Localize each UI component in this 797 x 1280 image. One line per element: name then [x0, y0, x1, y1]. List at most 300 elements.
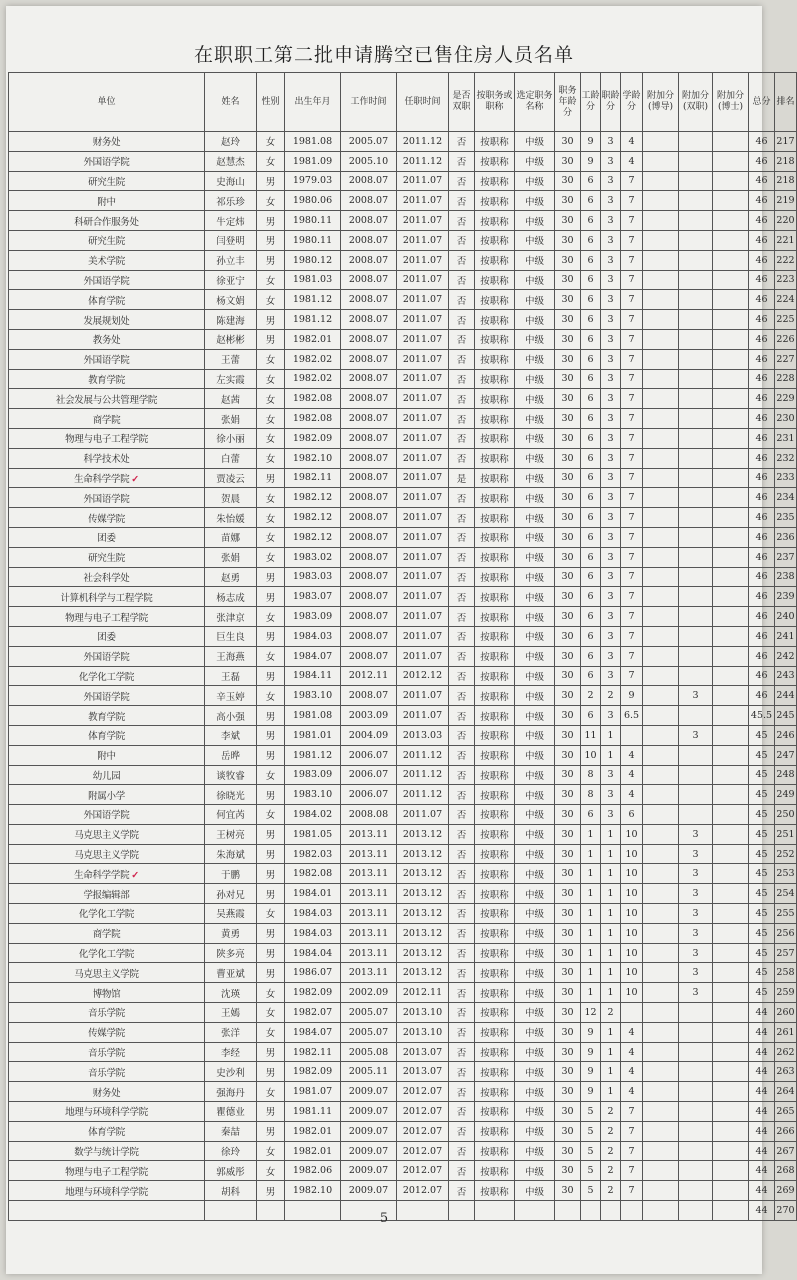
table-cell — [643, 1141, 679, 1161]
unit-label: 教务处 — [92, 335, 121, 347]
column-header: 职龄分 — [601, 73, 621, 132]
unit-label: 学报编辑部 — [83, 889, 130, 901]
table-row — [9, 389, 797, 409]
table-cell: 30 — [555, 983, 581, 1003]
table-cell — [679, 310, 713, 330]
unit-cell — [9, 1022, 205, 1042]
table-cell: 7 — [621, 310, 643, 330]
table-cell: 中级 — [515, 1102, 555, 1122]
name-cell: 张洋 — [205, 1022, 257, 1042]
table-row — [9, 290, 797, 310]
name-cell: 赵慧杰 — [205, 151, 257, 171]
table-cell: 2013.10 — [397, 1003, 449, 1023]
table-cell: 1984.07 — [285, 1022, 341, 1042]
table-cell: 中级 — [515, 151, 555, 171]
table-cell: 1981.05 — [285, 824, 341, 844]
table-cell — [713, 428, 749, 448]
table-cell: 1982.02 — [285, 369, 341, 389]
table-cell: 7 — [621, 230, 643, 250]
table-cell: 中级 — [515, 686, 555, 706]
table-cell: 按职称 — [475, 706, 515, 726]
table-cell — [679, 706, 713, 726]
table-cell: 259 — [775, 983, 797, 1003]
table-cell: 6 — [581, 250, 601, 270]
column-header: 学龄分 — [621, 73, 643, 132]
table-cell — [713, 250, 749, 270]
table-row — [9, 151, 797, 171]
table-cell: 4 — [621, 1062, 643, 1082]
table-row — [9, 864, 797, 884]
table-cell: 234 — [775, 488, 797, 508]
unit-label: 发展规划处 — [83, 315, 130, 327]
table-cell: 10 — [621, 983, 643, 1003]
table-cell: 中级 — [515, 448, 555, 468]
table-cell: 267 — [775, 1141, 797, 1161]
table-cell: 2003.09 — [341, 706, 397, 726]
table-cell: 女 — [257, 349, 285, 369]
table-cell — [713, 1161, 749, 1181]
unit-cell — [9, 448, 205, 468]
table-cell: 按职称 — [475, 389, 515, 409]
name-cell: 瞿德业 — [205, 1102, 257, 1122]
table-cell: 否 — [449, 923, 475, 943]
table-cell: 按职称 — [475, 310, 515, 330]
table-cell: 中级 — [515, 389, 555, 409]
table-cell — [713, 686, 749, 706]
table-cell: 46 — [749, 686, 775, 706]
table-cell: 女 — [257, 132, 285, 152]
table-cell: 女 — [257, 527, 285, 547]
table-cell: 1980.11 — [285, 211, 341, 231]
table-cell: 3 — [601, 151, 621, 171]
name-cell: 赵玲 — [205, 132, 257, 152]
table-cell — [713, 943, 749, 963]
unit-cell — [9, 349, 205, 369]
table-cell: 7 — [621, 646, 643, 666]
unit-label: 研究生院 — [88, 553, 125, 565]
table-cell: 30 — [555, 389, 581, 409]
unit-label: 物理与电子工程学院 — [65, 612, 148, 624]
table-cell: 30 — [555, 250, 581, 270]
table-cell: 1984.01 — [285, 884, 341, 904]
table-cell — [643, 488, 679, 508]
table-cell: 262 — [775, 1042, 797, 1062]
table-cell: 2 — [581, 686, 601, 706]
table-cell: 3 — [679, 983, 713, 1003]
table-cell: 7 — [621, 666, 643, 686]
table-cell: 男 — [257, 1102, 285, 1122]
table-cell: 268 — [775, 1161, 797, 1181]
table-cell: 6 — [581, 666, 601, 686]
table-cell — [713, 963, 749, 983]
unit-label: 生命科学学院 — [74, 473, 130, 485]
name-cell: 沈瑛 — [205, 983, 257, 1003]
unit-label: 化学化工学院 — [78, 949, 135, 961]
table-cell: 女 — [257, 1082, 285, 1102]
table-cell: 30 — [555, 963, 581, 983]
table-cell — [643, 646, 679, 666]
table-cell: 6 — [581, 211, 601, 231]
table-cell: 2008.07 — [341, 587, 397, 607]
unit-cell — [9, 904, 205, 924]
table-cell: 按职称 — [475, 1082, 515, 1102]
table-row — [9, 428, 797, 448]
table-cell — [713, 310, 749, 330]
table-row — [9, 488, 797, 508]
table-cell: 1 — [601, 904, 621, 924]
table-cell: 1 — [581, 943, 601, 963]
table-cell — [679, 567, 713, 587]
table-cell — [713, 785, 749, 805]
table-cell — [713, 587, 749, 607]
unit-label: 附中 — [97, 196, 116, 208]
table-cell: 246 — [775, 725, 797, 745]
table-cell: 217 — [775, 132, 797, 152]
table-cell: 9 — [581, 1022, 601, 1042]
table-cell: 30 — [555, 805, 581, 825]
table-cell — [713, 329, 749, 349]
table-cell: 1 — [601, 824, 621, 844]
table-cell — [679, 409, 713, 429]
table-cell: 2 — [601, 686, 621, 706]
table-cell: 1 — [601, 963, 621, 983]
table-cell: 1983.02 — [285, 547, 341, 567]
table-cell: 46 — [749, 448, 775, 468]
table-cell: 30 — [555, 1141, 581, 1161]
table-cell: 5 — [581, 1141, 601, 1161]
unit-cell — [9, 270, 205, 290]
table-cell: 女 — [257, 191, 285, 211]
table-cell: 按职称 — [475, 369, 515, 389]
table-cell — [621, 1003, 643, 1023]
name-cell: 左实霞 — [205, 369, 257, 389]
table-cell — [713, 151, 749, 171]
table-cell: 2012.07 — [397, 1161, 449, 1181]
table-cell: 2008.07 — [341, 567, 397, 587]
table-cell: 否 — [449, 884, 475, 904]
table-cell: 7 — [621, 329, 643, 349]
housing-roster-table — [8, 72, 797, 1221]
name-cell: 何宜芮 — [205, 805, 257, 825]
table-cell: 30 — [555, 428, 581, 448]
table-cell — [643, 230, 679, 250]
table-cell — [713, 1042, 749, 1062]
table-cell: 6 — [581, 706, 601, 726]
table-cell: 44 — [749, 1042, 775, 1062]
table-cell: 30 — [555, 1003, 581, 1023]
table-cell: 2011.12 — [397, 745, 449, 765]
table-cell: 2008.07 — [341, 646, 397, 666]
table-cell: 按职称 — [475, 745, 515, 765]
table-cell: 否 — [449, 1022, 475, 1042]
table-cell: 46 — [749, 349, 775, 369]
table-header-row — [9, 73, 797, 132]
table-cell: 1 — [581, 983, 601, 1003]
table-cell: 1980.12 — [285, 250, 341, 270]
table-cell: 按职称 — [475, 1181, 515, 1201]
table-cell: 6 — [581, 547, 601, 567]
table-cell: 2008.07 — [341, 270, 397, 290]
table-cell: 中级 — [515, 884, 555, 904]
table-cell — [643, 448, 679, 468]
table-cell — [713, 805, 749, 825]
table-cell — [679, 765, 713, 785]
table-cell: 2012.12 — [397, 666, 449, 686]
table-cell: 3 — [601, 646, 621, 666]
table-cell — [679, 607, 713, 627]
table-cell: 中级 — [515, 666, 555, 686]
unit-cell — [9, 626, 205, 646]
table-cell: 30 — [555, 448, 581, 468]
table-cell: 2008.07 — [341, 171, 397, 191]
unit-cell — [9, 666, 205, 686]
unit-label: 美术学院 — [88, 256, 125, 268]
table-row — [9, 884, 797, 904]
table-cell — [679, 211, 713, 231]
table-cell: 1981.12 — [285, 745, 341, 765]
table-cell: 228 — [775, 369, 797, 389]
table-cell: 235 — [775, 508, 797, 528]
table-cell: 30 — [555, 468, 581, 488]
table-cell: 按职称 — [475, 1161, 515, 1181]
table-cell: 1982.08 — [285, 864, 341, 884]
table-cell: 2008.07 — [341, 488, 397, 508]
table-cell: 4 — [621, 785, 643, 805]
table-cell: 男 — [257, 706, 285, 726]
unit-cell — [9, 1042, 205, 1062]
table-cell: 3 — [679, 725, 713, 745]
table-cell: 9 — [581, 1082, 601, 1102]
table-cell: 238 — [775, 567, 797, 587]
table-cell: 7 — [621, 1141, 643, 1161]
table-cell: 3 — [601, 409, 621, 429]
table-cell: 2011.07 — [397, 448, 449, 468]
unit-label: 马克思主义学院 — [74, 968, 139, 980]
table-cell: 2005.10 — [341, 151, 397, 171]
table-cell: 2013.12 — [397, 884, 449, 904]
table-cell: 4 — [621, 1042, 643, 1062]
table-cell: 1984.04 — [285, 943, 341, 963]
unit-cell — [9, 508, 205, 528]
unit-label: 商学院 — [92, 929, 121, 941]
table-cell: 2005.07 — [341, 132, 397, 152]
table-cell: 中级 — [515, 983, 555, 1003]
table-cell: 否 — [449, 567, 475, 587]
table-row — [9, 666, 797, 686]
column-header: 附加分(双职) — [679, 73, 713, 132]
table-cell: 2013.12 — [397, 844, 449, 864]
unit-label: 幼儿园 — [92, 770, 121, 782]
table-cell: 30 — [555, 409, 581, 429]
table-cell — [713, 666, 749, 686]
table-cell: 1982.03 — [285, 844, 341, 864]
table-cell: 2008.07 — [341, 626, 397, 646]
table-cell: 2008.07 — [341, 389, 397, 409]
table-cell: 2011.07 — [397, 646, 449, 666]
table-cell — [713, 132, 749, 152]
table-row — [9, 230, 797, 250]
table-cell: 10 — [621, 904, 643, 924]
table-cell — [713, 290, 749, 310]
table-cell: 3 — [601, 527, 621, 547]
table-cell — [713, 983, 749, 1003]
table-cell — [643, 844, 679, 864]
table-cell: 264 — [775, 1082, 797, 1102]
table-cell: 10 — [621, 884, 643, 904]
table-cell: 中级 — [515, 171, 555, 191]
table-cell: 230 — [775, 409, 797, 429]
table-cell: 261 — [775, 1022, 797, 1042]
table-cell: 30 — [555, 1042, 581, 1062]
name-cell: 牛定炜 — [205, 211, 257, 231]
table-cell: 1 — [601, 1022, 621, 1042]
table-cell — [643, 567, 679, 587]
table-cell: 237 — [775, 547, 797, 567]
table-cell: 男 — [257, 923, 285, 943]
unit-cell — [9, 1141, 205, 1161]
unit-label: 体育学院 — [88, 731, 125, 743]
table-cell — [679, 389, 713, 409]
table-cell: 6.5 — [621, 706, 643, 726]
table-cell: 男 — [257, 943, 285, 963]
table-cell: 1981.08 — [285, 706, 341, 726]
table-cell: 中级 — [515, 943, 555, 963]
table-cell: 2013.07 — [397, 1062, 449, 1082]
table-cell: 2011.07 — [397, 290, 449, 310]
name-cell: 高小强 — [205, 706, 257, 726]
table-cell: 5 — [581, 1102, 601, 1122]
page-number: 5 — [379, 1211, 389, 1226]
table-cell: 否 — [449, 409, 475, 429]
table-cell: 中级 — [515, 1042, 555, 1062]
table-cell: 30 — [555, 567, 581, 587]
table-cell: 45 — [749, 785, 775, 805]
table-cell: 中级 — [515, 824, 555, 844]
unit-label: 外国语学院 — [83, 810, 130, 822]
table-cell: 2008.07 — [341, 250, 397, 270]
table-cell — [713, 191, 749, 211]
table-cell: 按职称 — [475, 468, 515, 488]
table-cell — [643, 349, 679, 369]
table-cell: 7 — [621, 626, 643, 646]
table-row — [9, 745, 797, 765]
table-cell: 3 — [601, 270, 621, 290]
table-cell — [713, 844, 749, 864]
table-cell: 3 — [601, 706, 621, 726]
table-cell — [643, 824, 679, 844]
table-cell: 按职称 — [475, 844, 515, 864]
table-cell: 247 — [775, 745, 797, 765]
table-cell — [643, 1022, 679, 1042]
table-cell — [679, 1141, 713, 1161]
table-cell — [679, 785, 713, 805]
table-cell: 7 — [621, 290, 643, 310]
table-cell: 30 — [555, 745, 581, 765]
unit-label: 教育学院 — [88, 711, 125, 723]
table-cell: 232 — [775, 448, 797, 468]
name-cell: 徐晓光 — [205, 785, 257, 805]
table-cell: 按职称 — [475, 1042, 515, 1062]
table-cell: 3 — [601, 211, 621, 231]
name-cell: 朱海斌 — [205, 844, 257, 864]
table-cell — [679, 646, 713, 666]
table-cell: 否 — [449, 369, 475, 389]
table-cell: 2012.07 — [397, 1141, 449, 1161]
table-cell: 3 — [679, 943, 713, 963]
unit-cell — [9, 1102, 205, 1122]
table-cell: 否 — [449, 983, 475, 1003]
name-cell: 曹亚斌 — [205, 963, 257, 983]
unit-cell — [9, 706, 205, 726]
table-cell: 2009.07 — [341, 1121, 397, 1141]
table-cell — [679, 448, 713, 468]
table-cell: 男 — [257, 329, 285, 349]
table-cell: 7 — [621, 468, 643, 488]
unit-cell — [9, 171, 205, 191]
table-cell: 6 — [581, 508, 601, 528]
unit-cell — [9, 587, 205, 607]
name-cell: 徐玲 — [205, 1141, 257, 1161]
table-cell: 3 — [601, 428, 621, 448]
table-cell: 46 — [749, 468, 775, 488]
table-cell: 2008.07 — [341, 191, 397, 211]
table-cell: 9 — [581, 1042, 601, 1062]
name-cell: 王蕾 — [205, 349, 257, 369]
table-cell: 3 — [601, 132, 621, 152]
table-cell: 按职称 — [475, 132, 515, 152]
table-cell: 45.5 — [749, 706, 775, 726]
table-cell: 4 — [621, 132, 643, 152]
table-cell: 6 — [581, 805, 601, 825]
table-cell: 2009.07 — [341, 1082, 397, 1102]
table-cell: 男 — [257, 230, 285, 250]
table-cell — [679, 1102, 713, 1122]
table-cell: 6 — [581, 389, 601, 409]
table-cell: 3 — [601, 567, 621, 587]
table-row — [9, 1121, 797, 1141]
table-cell: 7 — [621, 211, 643, 231]
table-cell: 2011.07 — [397, 369, 449, 389]
table-cell: 2013.12 — [397, 864, 449, 884]
table-cell: 1 — [581, 904, 601, 924]
table-cell: 236 — [775, 527, 797, 547]
table-cell: 4 — [621, 151, 643, 171]
unit-cell — [9, 765, 205, 785]
table-cell — [713, 745, 749, 765]
table-cell: 2006.07 — [341, 745, 397, 765]
table-cell: 222 — [775, 250, 797, 270]
table-cell — [713, 230, 749, 250]
table-row — [9, 1003, 797, 1023]
table-cell: 2011.07 — [397, 310, 449, 330]
table-cell: 6 — [581, 646, 601, 666]
unit-label: 附中 — [97, 751, 116, 763]
table-cell — [643, 884, 679, 904]
table-cell: 女 — [257, 983, 285, 1003]
table-cell: 46 — [749, 310, 775, 330]
table-cell: 3 — [601, 785, 621, 805]
table-cell: 否 — [449, 686, 475, 706]
table-cell: 46 — [749, 250, 775, 270]
table-cell — [643, 1121, 679, 1141]
table-cell: 中级 — [515, 1022, 555, 1042]
table-row — [9, 1062, 797, 1082]
table-cell: 251 — [775, 824, 797, 844]
unit-label: 社会科学处 — [83, 572, 130, 584]
table-cell: 3 — [601, 765, 621, 785]
table-cell: 否 — [449, 765, 475, 785]
table-cell: 2013.11 — [341, 904, 397, 924]
